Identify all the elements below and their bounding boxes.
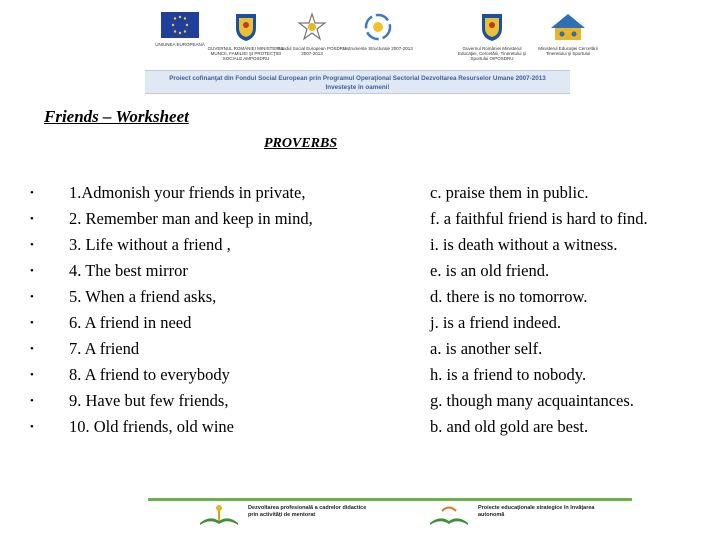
eu-flag-icon	[161, 12, 199, 38]
footer-project-left: Dezvoltarea profesională a cadrelor didactice prin activităţi de mentorat	[248, 505, 367, 518]
structural-instruments-icon	[361, 12, 395, 42]
proverb-ending: e. is an old friend.	[430, 261, 550, 280]
ministry-house-icon	[549, 12, 587, 42]
cofinancing-banner	[145, 70, 570, 94]
proverb-ending: g. though many acquaintances.	[430, 391, 634, 410]
proverb-ending: b. and old gold are best.	[430, 417, 589, 436]
partner-logos	[140, 12, 598, 74]
logo-caption: UNIUNEA EUROPEANĂ	[155, 42, 205, 47]
proverb-row	[30, 310, 690, 336]
proverb-beginning: 6. A friend in need	[69, 313, 192, 332]
proverb-ending: c. praise them in public.	[430, 183, 589, 202]
proverb-row	[30, 232, 690, 258]
bullet: •	[30, 265, 34, 277]
proverb-beginning: 2. Remember man and keep in mind,	[69, 209, 313, 228]
banner-line-2: Investeşte în oameni!	[325, 84, 390, 91]
romania-coat-of-arms-icon	[234, 12, 258, 42]
proverb-row	[30, 258, 690, 284]
logo-caption: Fondul Social European POSDRU 2007-2013	[277, 46, 347, 56]
bullet: •	[30, 421, 34, 433]
proverb-row	[30, 206, 690, 232]
proverb-beginning: 4. The best mirror	[69, 261, 188, 280]
proverb-ending: h. is a friend to nobody.	[430, 365, 587, 384]
proverb-beginning: 5. When a friend asks,	[69, 287, 217, 306]
proverb-beginning: 3. Life without a friend ,	[69, 235, 231, 254]
bullet: •	[30, 369, 34, 381]
logo-caption: GUVERNUL ROMÂNIEI MINISTERUL MUNCII, FAMILIEI ŞI PROTECŢIEI SOCIALE AMPOSDRU	[207, 46, 285, 61]
worksheet-title: Friends – Worksheet	[44, 107, 189, 126]
proverb-beginning: 7. A friend	[69, 339, 140, 358]
open-book-icon	[198, 503, 240, 527]
proverb-row	[30, 180, 690, 206]
worksheet-subtitle: PROVERBS	[264, 136, 338, 151]
bullet: •	[30, 291, 34, 303]
logo-ministry-education	[452, 12, 532, 61]
proverb-ending: d. there is no tomorrow.	[430, 287, 588, 306]
fse-star-icon	[297, 12, 327, 42]
proverb-beginning: 10. Old friends, old wine	[69, 417, 234, 436]
proverb-ending: j. is a friend indeed.	[430, 313, 562, 332]
proverb-ending: f. a faithful friend is hard to find.	[430, 209, 648, 228]
bullet: •	[30, 239, 34, 251]
logo-caption: Guvernul României Ministerul Educaţiei, Cercetării, Tineretului şi Sportului OIPOSDRU	[457, 46, 527, 61]
proverb-row	[30, 388, 690, 414]
proverb-beginning: 1.Admonish your friends in private,	[69, 183, 306, 202]
footer-divider	[148, 498, 632, 501]
bullet: •	[30, 213, 34, 225]
proverb-row	[30, 362, 690, 388]
bullet: •	[30, 187, 34, 199]
bullet: •	[30, 343, 34, 355]
proverb-beginning: 8. A friend to everybody	[69, 365, 230, 384]
bullet: •	[30, 317, 34, 329]
banner-line-1: Proiect cofinanţat din Fondul Social European prin Programul Operaţional Sectorial Dezvoltarea Resurselor Umane 2007-2013	[169, 75, 546, 82]
footer-project-right: Proiecte educaţionale strategice în învăţarea autonomă	[478, 505, 595, 518]
open-book-icon	[428, 503, 470, 527]
logo-ministry	[528, 12, 608, 56]
bullet: •	[30, 395, 34, 407]
logo-structural-instruments	[338, 12, 418, 51]
proverb-beginning: 9. Have but few friends,	[69, 391, 229, 410]
proverbs-list	[30, 180, 690, 440]
proverb-row	[30, 284, 690, 310]
logo-caption: Instrumente Structurale 2007-2013	[343, 46, 413, 51]
proverb-ending: i. is death without a witness.	[430, 235, 618, 254]
proverb-ending: a. is another self.	[430, 339, 543, 358]
proverb-row	[30, 414, 690, 440]
logo-caption: Ministerul Educaţiei Cercetării Tineretului şi Sportului	[538, 46, 598, 56]
romania-coat-of-arms-icon	[480, 12, 504, 42]
proverb-row	[30, 336, 690, 362]
